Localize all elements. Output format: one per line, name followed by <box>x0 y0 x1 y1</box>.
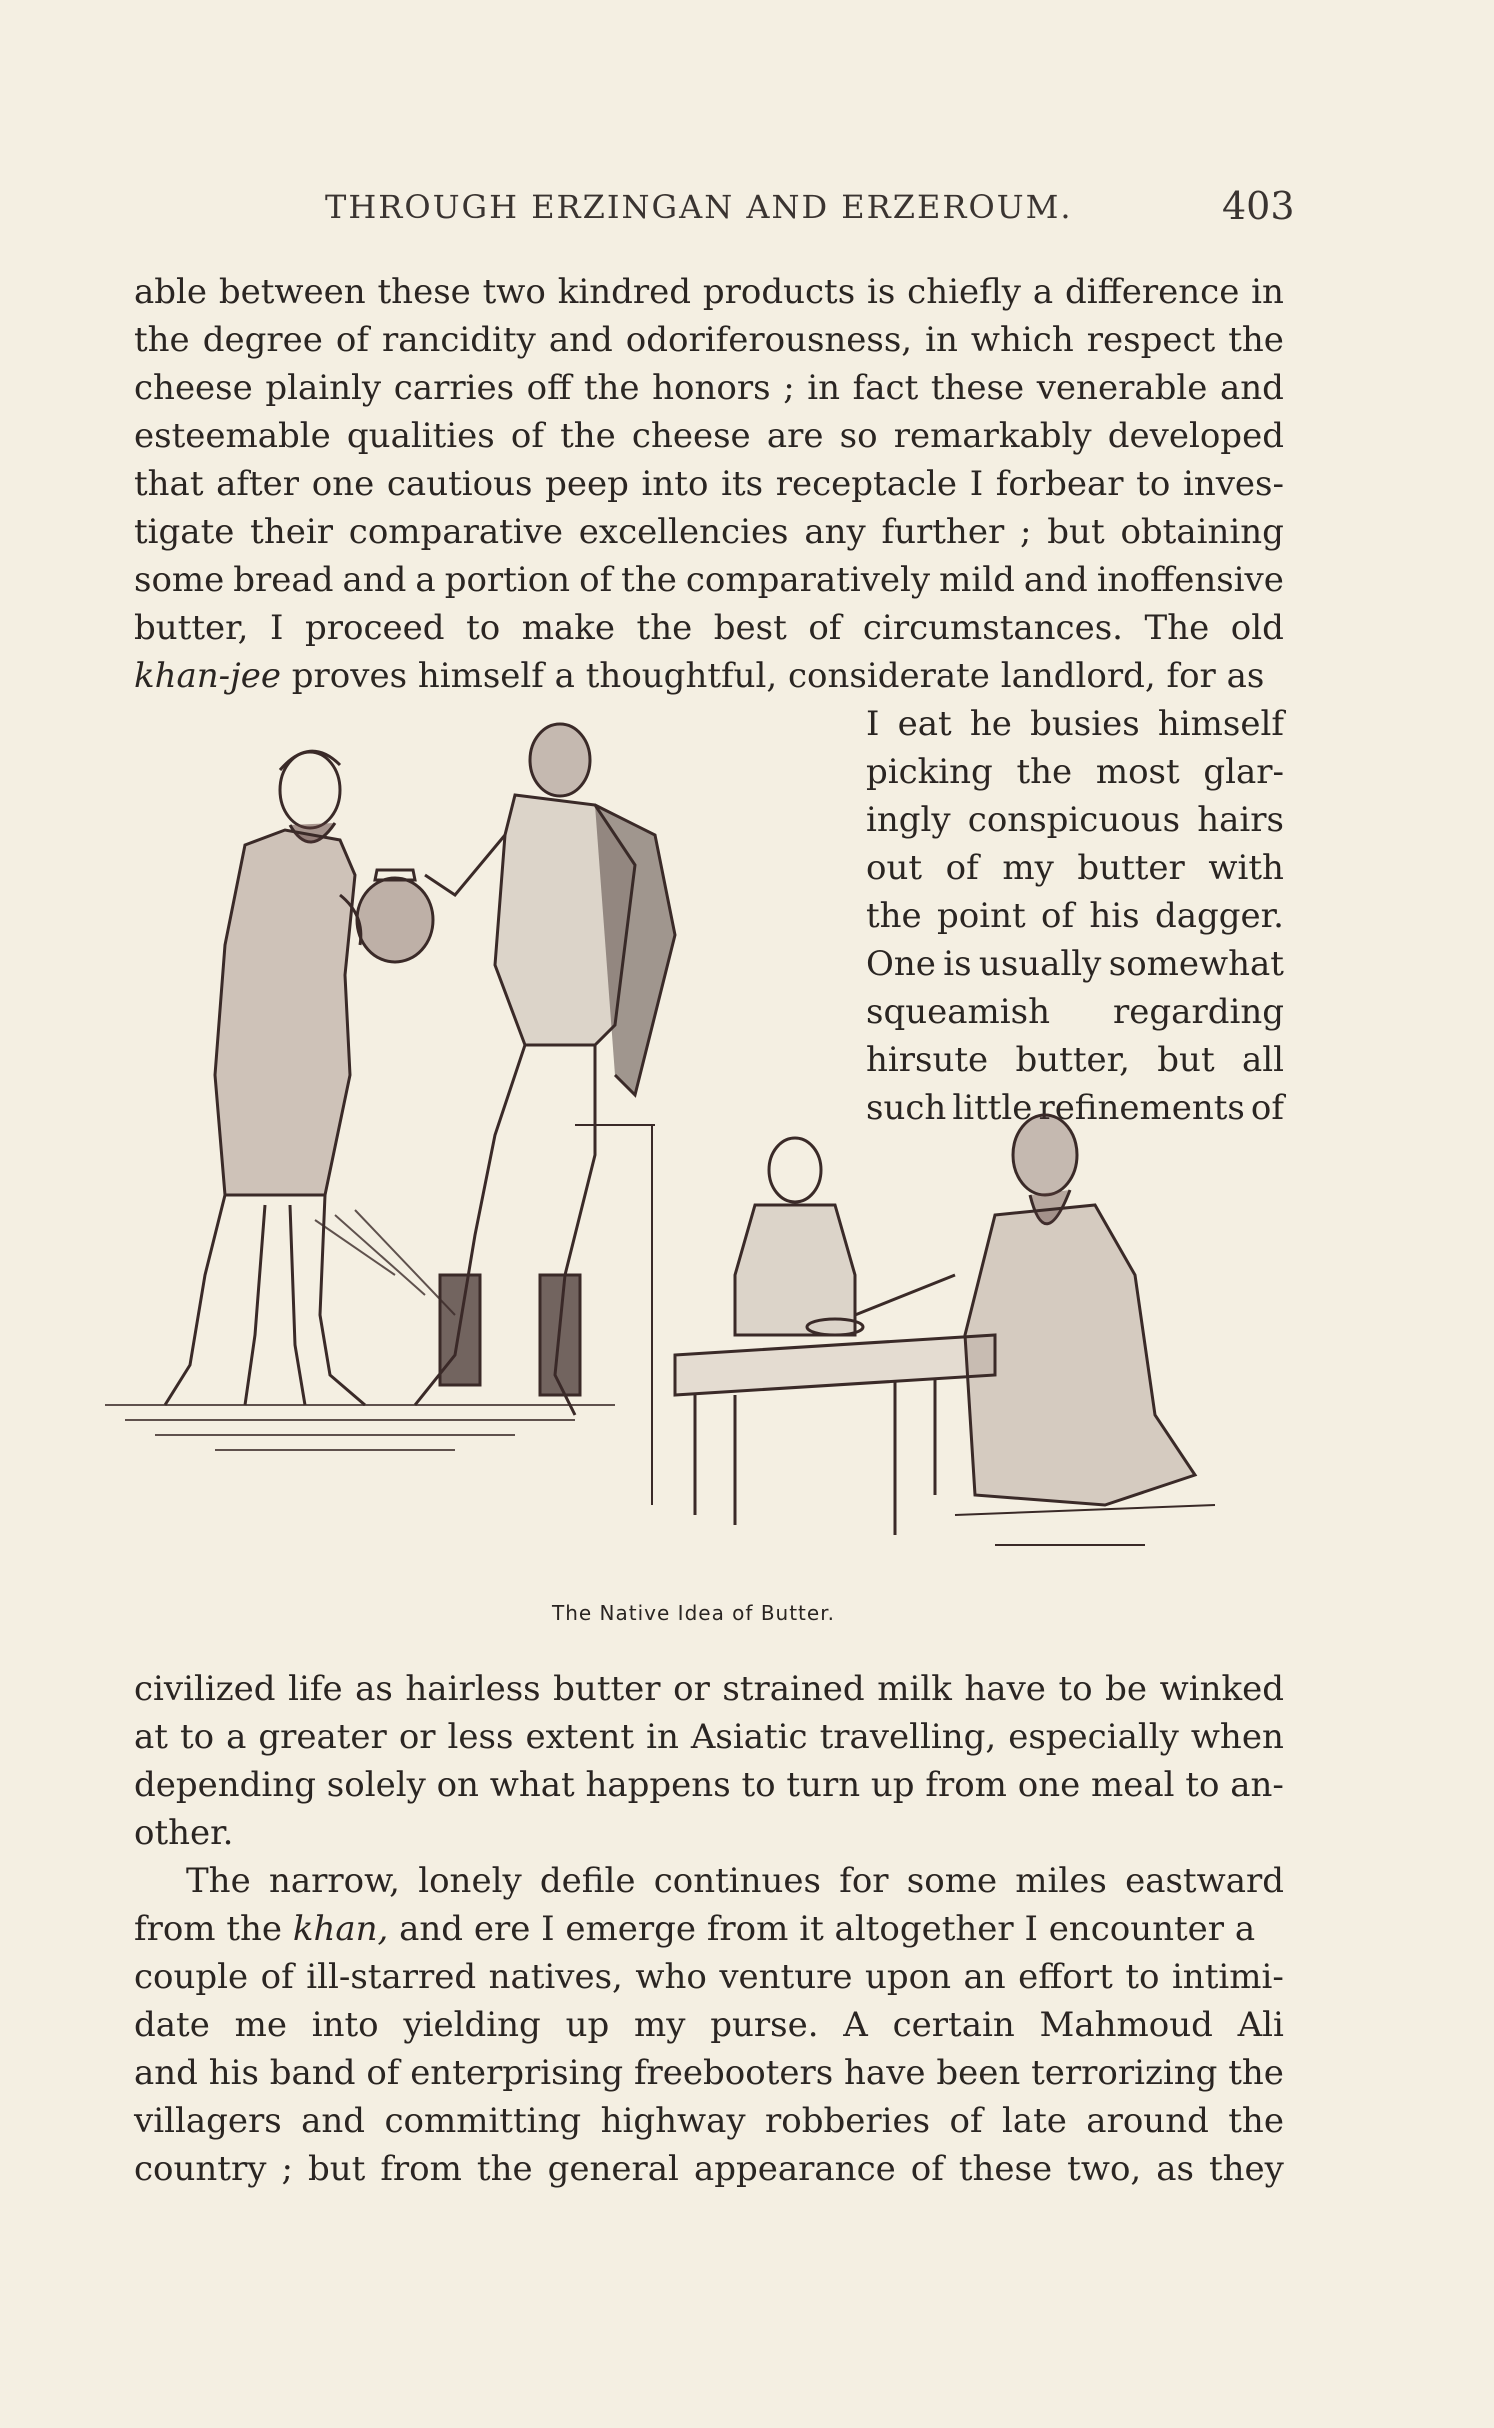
text-line: One is usually somewhat <box>866 944 1284 984</box>
text-line: picking the most glar- <box>866 752 1284 792</box>
text-line: squeamish regarding <box>866 992 1284 1032</box>
text-line: depending solely on what happens to turn up from one meal to an- <box>134 1765 1284 1805</box>
text-line: country ; but from the general appearance of these two, as they <box>134 2149 1284 2189</box>
text-line: such little refinements of <box>866 1088 1284 1128</box>
italic-term: khan, <box>292 1909 389 1949</box>
text-line: hirsute butter, but all <box>866 1040 1284 1080</box>
man-drinking <box>415 724 675 1415</box>
figure-caption: The Native Idea of Butter. <box>552 1601 835 1625</box>
text-line: khan-jee proves himself a thoughtful, considerate landlord, for as <box>134 652 1284 700</box>
text-line: couple of ill-starred natives, who venture upon an effort to intimi- <box>134 1957 1284 1997</box>
paragraph-3 <box>134 1857 1284 2193</box>
text-line: some bread and a portion of the comparatively mild and inoffensive <box>134 560 1284 600</box>
text-line: butter, I proceed to make the best of circumstances. The old <box>134 608 1284 648</box>
text-line: ingly conspicuous hairs <box>866 800 1284 840</box>
text-line: cheese plainly carries off the honors ; in fact these venerable and <box>134 368 1284 408</box>
illustration <box>95 715 1315 1595</box>
text-line: that after one cautious peep into its receptacle I forbear to inves- <box>134 464 1284 504</box>
running-title: THROUGH ERZINGAN AND ERZEROUM. <box>325 188 1073 226</box>
paragraph-1 <box>134 268 1284 700</box>
text-line: out of my butter with <box>866 848 1284 888</box>
page-number: 403 <box>1222 184 1295 228</box>
text-line: and his band of enterprising freebooters have been terrorizing the <box>134 2053 1284 2093</box>
paragraph-2 <box>134 1665 1284 1857</box>
text-line: the degree of rancidity and odoriferousness, in which respect the <box>134 320 1284 360</box>
italic-term: khan-jee <box>134 656 281 696</box>
men-at-table <box>675 1115 1215 1545</box>
text-line: villagers and committing highway robberies of late around the <box>134 2101 1284 2141</box>
text-line: esteemable qualities of the cheese are so remarkably developed <box>134 416 1284 456</box>
text-line: I eat he busies himself <box>866 704 1284 744</box>
text-line: at to a greater or less extent in Asiatic travelling, especially when <box>134 1717 1284 1757</box>
man-with-jug <box>165 751 433 1405</box>
text-line: date me into yielding up my purse. A certain Mahmoud Ali <box>134 2005 1284 2045</box>
text-line: other. <box>134 1813 234 1853</box>
text-line: tigate their comparative excellencies any further ; but obtaining <box>134 512 1284 552</box>
text-line: from the khan, and ere I emerge from it altogether I encounter a <box>134 1905 1284 1953</box>
text-line: the point of his dagger. <box>866 896 1284 936</box>
text-line: civilized life as hairless butter or strained milk have to be winked <box>134 1669 1284 1709</box>
text-line: The narrow, lonely defile continues for some miles eastward <box>186 1861 1284 1901</box>
text-line: able between these two kindred products is chiefly a difference in <box>134 272 1284 312</box>
